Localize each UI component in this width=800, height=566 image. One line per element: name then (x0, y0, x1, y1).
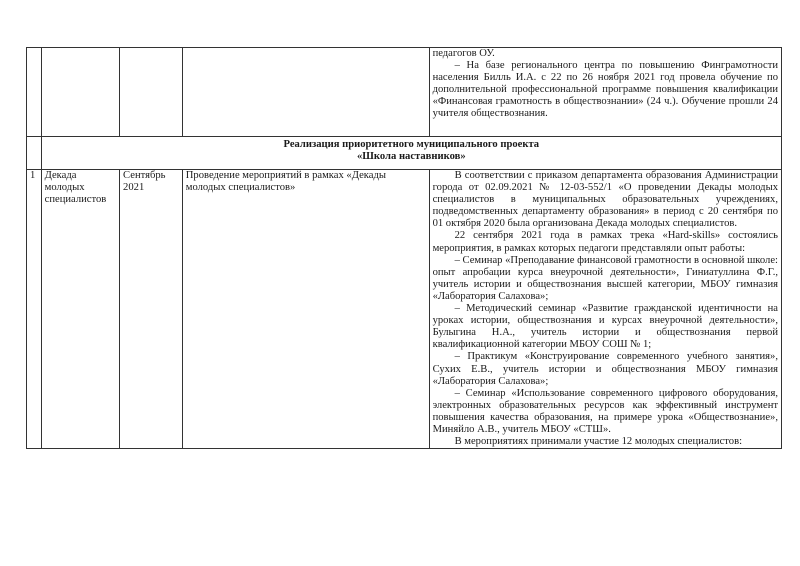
cell-number (27, 48, 42, 137)
cell-result (429, 48, 781, 137)
cell-date: Сентябрь 2021 (120, 170, 183, 449)
cell-name (41, 48, 119, 137)
section-title-line1: Реализация приоритетного муниципального проекта (283, 139, 540, 150)
cell-date (120, 48, 183, 137)
result-paragraph: – Семинар «Преподавание финансовой грамотности в основной школе: опыт апробации курса внеурочной деятельности», Гиниатуллина Ф.Г., учитель истории и обществознания высшей категории, МБОУ гимназия «Лаборатория Салахова»; (432, 254, 778, 302)
cell-number (27, 137, 42, 170)
section-title (41, 137, 781, 170)
cell-number: 1 (27, 170, 42, 449)
result-paragraph: В соответствии с приказом департамента образования Администрации города от 02.09.2021 № 12-03-552/1 «О проведении Декады молодых специалистов в муниципальных образовательных учреждениях, подведомственных департаменту образования» в период с 20 сентября по 01 октября 2020 была организована Декада молодых специалистов. (432, 170, 778, 230)
result-paragraph: 22 сентября 2021 года в рамках трека «Hard-skills» состоялись мероприятия, в рамках которых педагоги представляли опыт работы: (432, 230, 778, 254)
result-paragraph: – Семинар «Использование современного цифрового оборудования, электронных образовательных ресурсов как эффективный инструмент повышения качества образования, на примере урока «Обществознание», Миняйло А.В., учитель МБОУ «СТШ». (432, 387, 778, 435)
table-row (27, 170, 782, 449)
result-paragraph: В мероприятиях принимали участие 12 молодых специалистов: (454, 436, 743, 448)
result-paragraph: педагогов ОУ. (432, 48, 495, 59)
activity-table (26, 47, 782, 449)
cell-event: Проведение мероприятий в рамках «Декады молодых специалистов» (182, 170, 429, 449)
table-row (27, 48, 782, 137)
cell-result (429, 170, 781, 449)
cell-name: Декада молодых специалистов (41, 170, 119, 449)
result-paragraph: – Методический семинар «Развитие гражданской идентичности на уроках истории, обществознания и курсах внеурочной деятельности», Булыгина Н.А., учитель истории и обществознания первой квалификационной категории МБОУ СОШ № 1; (432, 303, 778, 351)
section-title-line2: «Школа наставников» (357, 151, 466, 163)
section-header-row (27, 137, 782, 170)
cell-event (182, 48, 429, 137)
result-paragraph: – Практикум «Конструирование современного учебного занятия», Сухих Е.В., учитель истории и обществознания МБОУ гимназия «Лаборатория Салахова»; (432, 351, 778, 387)
result-paragraph: – На базе регионального центра по повышению Финграмотности населения Билль И.А. с 22 по 26 ноября 2021 год провела обучение по дополнительной профессиональной программе повышения квалификации «Финансовая грамотность в обществознании» (24 ч.). Обучение прошли 24 учителя обществознания. (432, 60, 778, 120)
